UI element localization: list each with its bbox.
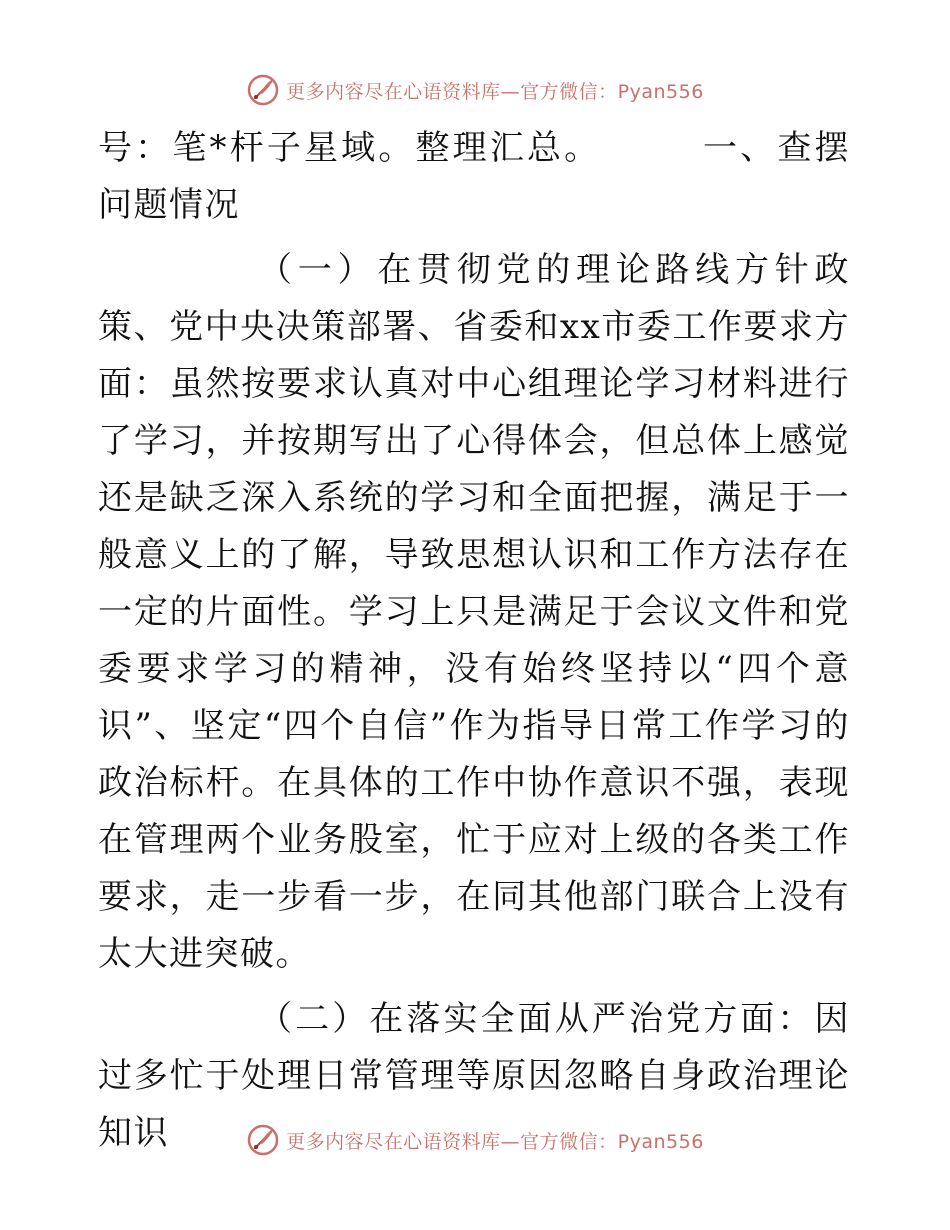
watermark-text-bottom: 更多内容尽在心语资料库—官方微信：Pyan556: [286, 1130, 704, 1153]
document-body: [98, 120, 850, 1162]
watermark-banner-bottom: [0, 1120, 950, 1160]
lead-source-text: 号：笔*杆子星域。整理汇总。: [98, 128, 602, 168]
feather-pen-circle-icon: [246, 1123, 280, 1157]
lead-paragraph: [98, 120, 850, 234]
feather-pen-circle-icon: [246, 73, 280, 107]
watermark-banner-top: [0, 70, 950, 110]
section-heading: 一、查摆问题情况: [98, 128, 851, 225]
watermark-text-top: 更多内容尽在心语资料库—官方微信：Pyan556: [286, 80, 704, 103]
section-paragraph-2: （二）在落实全面从严治党方面：因过多忙于处理日常管理等原因忽略自身政治理论知识: [98, 999, 850, 1153]
section-paragraph-1: （一）在贯彻党的理论路线方针政策、党中央决策部署、省委和xx市委工作要求方面：虽然按要求认真对中心组理论学习材料进行了学习，并按期写出了心得体会，但总体上感觉还是缺乏深入系统的学习和全面把握，满足于一般意义上的了解，导致思想认识和工作方法存在一定的片面性。学习上只是满足于会议文件和党委要求学习的精神，没有始终坚持以“四个意识”、坚定“四个自信”作为指导日常工作学习的政治标杆。在具体的工作中协作意识不强，表现在管理两个业务股室，忙于应对上级的各类工作要求，走一步看一步，在同其他部门联合上没有太大进突破。: [98, 250, 850, 974]
